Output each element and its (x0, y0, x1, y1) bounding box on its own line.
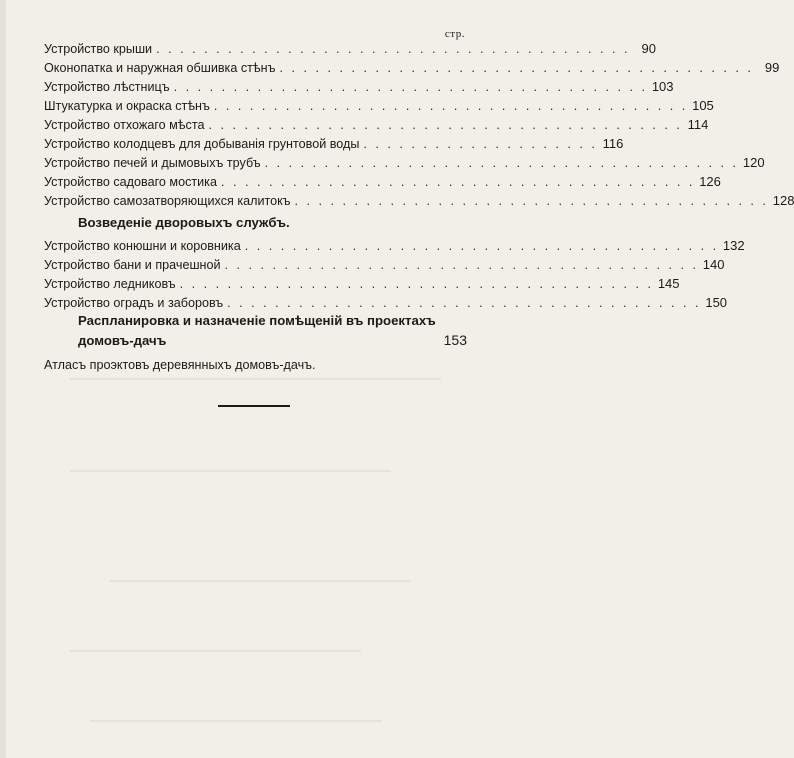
bleed-through-mark (70, 650, 361, 652)
toc-entry-page: 114 (687, 117, 709, 132)
toc-entry-page: 153 (443, 332, 467, 348)
dot-leader: . . . . . . . . . . . . . . . . . . . . . . . . . . . . . . . . . . . . . . . . (224, 258, 699, 272)
toc-entry-title: Штукатурка и окраска стѣнъ (44, 99, 210, 113)
section-rule (218, 405, 290, 407)
bleed-through-mark (70, 470, 391, 472)
dot-leader: . . . . . . . . . . . . . . . . . . . . . . . . . . . . . . . . . . . . . . . . (208, 118, 683, 132)
atlas-entry: Атласъ проэктовъ деревянныхъ домовъ-дачъ. (44, 358, 316, 372)
page-edge (0, 0, 6, 758)
dot-leader: . . . . . . . . . . . . . . . . . . . . . . . . . . . . . . . . . . . . . . . . (179, 277, 654, 291)
section-heading: Возведеніе дворовыхъ службъ. (78, 215, 290, 230)
section-heading-entry (78, 331, 467, 349)
toc-entry-page: 120 (742, 155, 765, 170)
toc-entry-page: 140 (702, 257, 725, 272)
toc-entry-page: 126 (699, 174, 721, 189)
toc-entry-title: Устройство отхожаго мѣста (44, 118, 205, 132)
toc-entry-page: 105 (692, 98, 714, 113)
dot-leader: . . . . . . . . . . . . . . . . . . . . . . . . . . . . . . . . . . . . . . . . (173, 80, 648, 94)
toc-entry-page: 90 (641, 41, 657, 56)
toc-entry-title: Устройство садоваго мостика (44, 175, 217, 189)
toc-entry-title: Устройство конюшни и коровника (44, 239, 241, 253)
page-column-label: стр. (444, 28, 465, 40)
toc-entry-title: Устройство самозатворяющихся калитокъ (44, 194, 291, 208)
toc-entry (44, 192, 794, 210)
toc-entry-title: Устройство крыши (44, 42, 153, 56)
dot-leader: . . . . . . . . . . . . . . . . . . . . . . . . . . . . . . . . . . . . . . . . (279, 61, 754, 75)
toc-entry (44, 173, 721, 191)
dot-leader: . . . . . . . . . . . . . . . . . . . . . . . . . . . . . . . . . . . . . . . . (213, 99, 688, 113)
toc-entry (44, 59, 780, 77)
toc-entry-page: 145 (657, 276, 680, 291)
toc-entry-page: 116 (602, 136, 624, 151)
dot-leader: . . . . . . . . . . . . . . . . . . . . . . . . . . . . . . . . . . . . . . . . (220, 175, 695, 189)
toc-entry (44, 256, 725, 274)
toc-entry (44, 237, 745, 255)
toc-entry-page: 99 (764, 60, 780, 75)
toc-entry (44, 135, 624, 153)
toc-entry-title: Устройство ледниковъ (44, 277, 176, 291)
toc-entry-page: 128 (772, 193, 794, 208)
toc-entry-title: Устройство печей и дымовыхъ трубъ (44, 156, 261, 170)
toc-entry (44, 154, 765, 172)
toc-entry-title: Устройство лѣстницъ (44, 80, 170, 94)
bleed-through-mark (70, 378, 441, 380)
toc-entry (44, 275, 680, 293)
toc-entry-page: 132 (722, 238, 745, 253)
toc-entry-title: Устройство бани и прачешной (44, 258, 221, 272)
bleed-through-mark (90, 720, 381, 722)
toc-entry-title: Устройство оградъ и заборовъ (44, 296, 224, 310)
toc-entry-page: 103 (651, 79, 674, 94)
toc-entry (44, 116, 709, 134)
dot-leader: . . . . . . . . . . . . . . . . . . . . . . . . . . . . . . . . . . . . . . . . (244, 239, 719, 253)
toc-entry (44, 294, 728, 312)
dot-leader: . . . . . . . . . . . . . . . . . . . . . . . . . . . . . . . . . . . . . . . . (227, 296, 702, 310)
dot-leader: . . . . . . . . . . . . . . . . . . . . . . . . . . . . . . . . . . . . . . . . (156, 42, 631, 56)
dot-leader: . . . . . . . . . . . . . . . . . . . . . . . . . . . . . . . . . . . . . . . . (294, 194, 769, 208)
dot-leader: . . . . . . . . . . . . . . . . . . . . (363, 137, 598, 151)
section-heading-line2: домовъ-дачъ (78, 333, 167, 348)
toc-entry (44, 97, 714, 115)
toc-entry-page: 150 (705, 295, 728, 310)
section-heading-line1: Распланировка и назначеніе помѣщеній въ проектахъ (78, 313, 436, 328)
toc-entry (44, 40, 657, 58)
toc-entry-title: Оконопатка и наружная обшивка стѣнъ (44, 61, 276, 75)
toc-entry-title: Устройство колодцевъ для добыванія грунтовой воды (44, 137, 360, 151)
bleed-through-mark (110, 580, 411, 582)
toc-entry (44, 78, 674, 96)
dot-leader: . . . . . . . . . . . . . . . . . . . . . . . . . . . . . . . . . . . . . . . . (264, 156, 739, 170)
